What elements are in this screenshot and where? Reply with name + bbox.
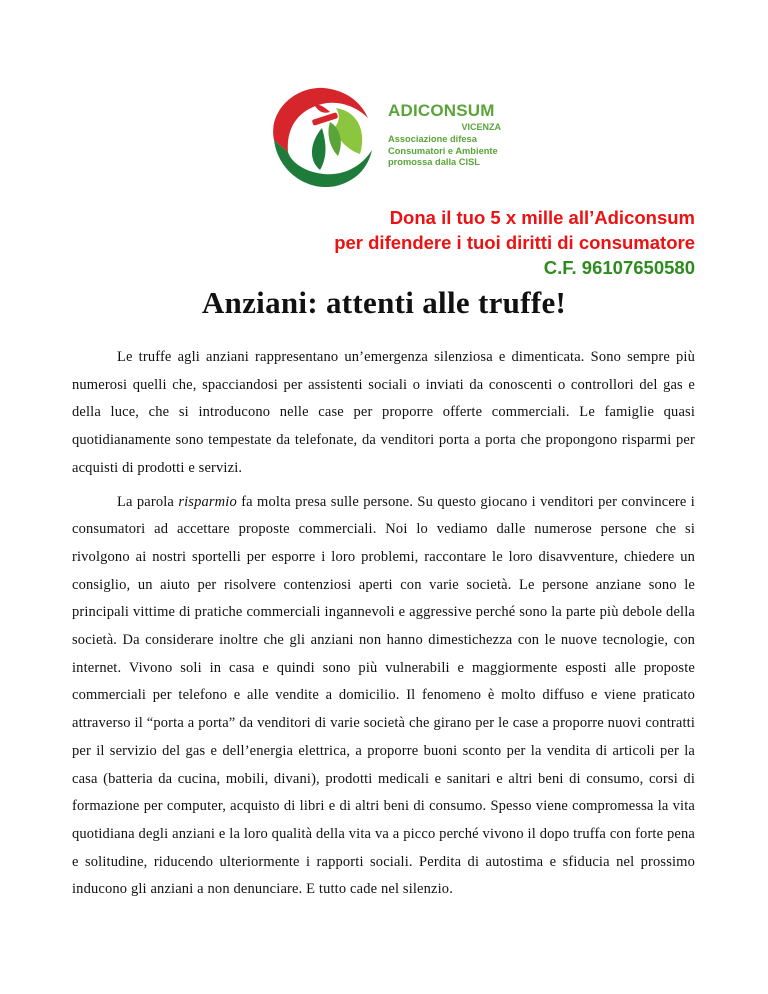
donation-line-1: Dona il tuo 5 x mille all’Adiconsum	[389, 207, 695, 228]
adiconsum-logo	[264, 82, 524, 194]
brand-name: ADICONSUM	[388, 101, 495, 120]
paragraph-2	[72, 489, 695, 905]
logo-text-block	[388, 102, 538, 169]
donation-line-2: per difendere i tuoi diritti di consumatore	[334, 232, 695, 253]
adiconsum-logo-mark-icon	[264, 82, 376, 194]
paragraph-1: Le truffe agli anziani rappresentano un’emergenza silenziosa e dimenticata. Sono sempre più numerosi quelli che, spacciandosi per assistenti sociali o inviati da conoscenti o controllori del gas e della luce, che si introducono nelle case per proporre offerte commerciali. Le famiglie quasi quotidianamente sono tempestate da telefonate, da venditori porta a porta che propongono risparmi per acquisti di prodotti e servizi.	[72, 349, 695, 476]
tagline-line-1: Associazione difesa	[388, 134, 477, 144]
tagline-line-2: Consumatori e Ambiente	[388, 145, 498, 156]
paragraph-2-start: La parola	[117, 493, 179, 510]
logo-leaf-dark	[312, 128, 326, 170]
page-title: Anziani: attenti alle truffe!	[201, 285, 567, 320]
emphasis-risparmio: risparmio	[178, 493, 237, 510]
donation-tax-code: C.F. 96107650580	[543, 257, 695, 278]
donation-banner	[175, 205, 695, 280]
paragraph-2-rest: fa molta presa sulle persone. Su questo giocano i venditori per convincere i consumatori ad accettare proposte commerciali. Noi lo vediamo dalle numerose persone che si rivolgono ai nostri sportelli per esporre i loro problemi, raccontare le loro disavventure, chiedere un consiglio, un aiuto per risolvere contenziosi aperti con varie società. Le persone anziane sono le principali vittime di pratiche commerciali ingannevoli e aggressive perché sono la parte più debole della società. Da considerare inoltre che gli anziani non hanno dimestichezza con le nuove tecnologie, con internet. Vivono soli in casa e quindi sono più vulnerabili e maggiormente esposti alle proposte commerciali per telefono e alle vendite a domicilio. Il fenomeno è molto diffuso e viene praticato attraverso il “porta a porta” da venditori di varie società che girano per le case a proporre nuovi contratti per il servizio del gas e dell’energia elettrica, a proporre buoni sconto per la vendita di articoli per la casa (batteria da cucina, mobili, divani), prodotti medicali e sanitari e altri beni di consumo, corsi di formazione per computer, acquisto di libri e di altri beni di consumo. Spesso viene compromessa la vita quotidiana degli anziani e la loro qualità della vita va a picco perché vivono il dopo truffa con forte pena e solitudine, riducendo ulteriormente i rapporti sociali. Perdita di autostima e sfiducia nel prossimo inducono gli anziani a non denunciare. E tutto cade nel silenzio.	[72, 493, 695, 898]
tagline-line-3: promossa dalla CISL	[388, 157, 480, 167]
brand-city: VICENZA	[461, 122, 501, 132]
article-body	[72, 344, 695, 904]
